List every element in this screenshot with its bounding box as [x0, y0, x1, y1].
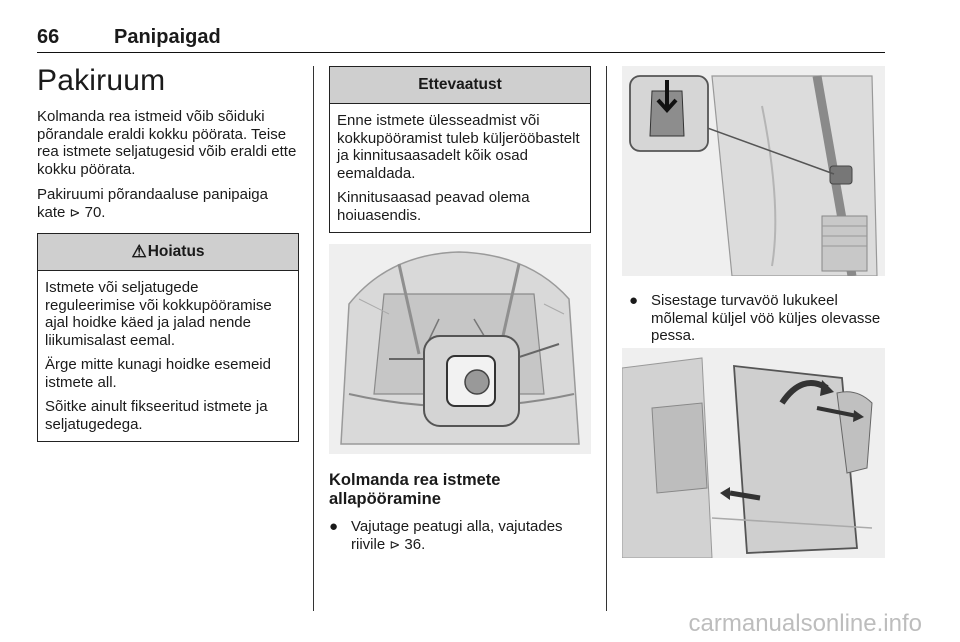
subsection-title: Kolmanda rea istmete allapööramine	[329, 471, 501, 508]
seat-fold-illustration	[622, 348, 885, 558]
warning-header	[38, 234, 298, 271]
storage-reference-paragraph	[37, 186, 299, 221]
caution-text: Kinnitusaasad peavad olema hoiuasendis.	[337, 189, 530, 224]
instruction-bullet	[329, 518, 591, 553]
storage-reference-page[interactable]: 70.	[84, 203, 106, 221]
caution-box	[329, 66, 591, 233]
page-number: 66	[37, 26, 60, 48]
warning-text: Sõitke ainult fikseeritud istmete ja seljatugedega.	[45, 398, 268, 433]
warning-box	[37, 233, 299, 442]
right-text	[629, 292, 885, 345]
storage-reference-text: Pakiruumi põrandaaluse panipaiga kate	[37, 186, 268, 221]
arrow-ref-icon: ⊳	[69, 204, 81, 220]
warning-triangle-icon: ⚠	[131, 242, 147, 261]
instruction-bullet	[629, 292, 885, 345]
warning-title: Hoiatus	[147, 243, 205, 260]
middle-lower-text	[329, 471, 591, 553]
instruction-page-ref[interactable]: 36.	[404, 535, 426, 553]
bullet-dot-icon: ●	[629, 292, 639, 309]
seatbelt-buckle-illustration	[622, 66, 885, 276]
instruction-text: Vajutage peatugi alla, vajutades riivile	[351, 518, 563, 553]
trunk-latch-illustration	[329, 244, 591, 454]
column-divider	[313, 66, 314, 611]
warning-body	[38, 271, 298, 441]
warning-text: Istmete või seljatugede reguleerimise või kokkupööramise ajal hoidke käed ja jalad nende liikumisalast eemal.	[45, 279, 272, 349]
caution-body	[330, 104, 590, 232]
caution-header: Ettevaatust	[330, 67, 590, 104]
arrow-ref-icon: ⊳	[389, 536, 401, 552]
left-column	[37, 64, 299, 442]
section-title: Pakiruum	[37, 64, 166, 97]
chapter-title: Panipaigad	[114, 26, 221, 48]
bullet-dot-icon: ●	[329, 518, 339, 535]
column-divider	[606, 66, 607, 611]
warning-text: Ärge mitte kunagi hoidke esemeid istmete all.	[45, 356, 271, 391]
page-header	[37, 24, 885, 53]
intro-paragraph: Kolmanda rea istmeid võib sõiduki põrandale eraldi kokku pöörata. Teise rea istmete seljatugesid võib eraldi ette kokku pöörata.	[37, 108, 297, 178]
watermark: carmanualsonline.info	[688, 610, 922, 637]
caution-text: Enne istmete ülesseadmist või kokkupööramist tuleb küljerööbastelt ja kinnitusaasadelt kõik osad eemaldada.	[337, 112, 580, 182]
instruction-text: Sisestage turvavöö lukukeel mõlemal küljel vöö küljes olevasse pessa.	[651, 292, 881, 344]
middle-column	[329, 66, 591, 233]
